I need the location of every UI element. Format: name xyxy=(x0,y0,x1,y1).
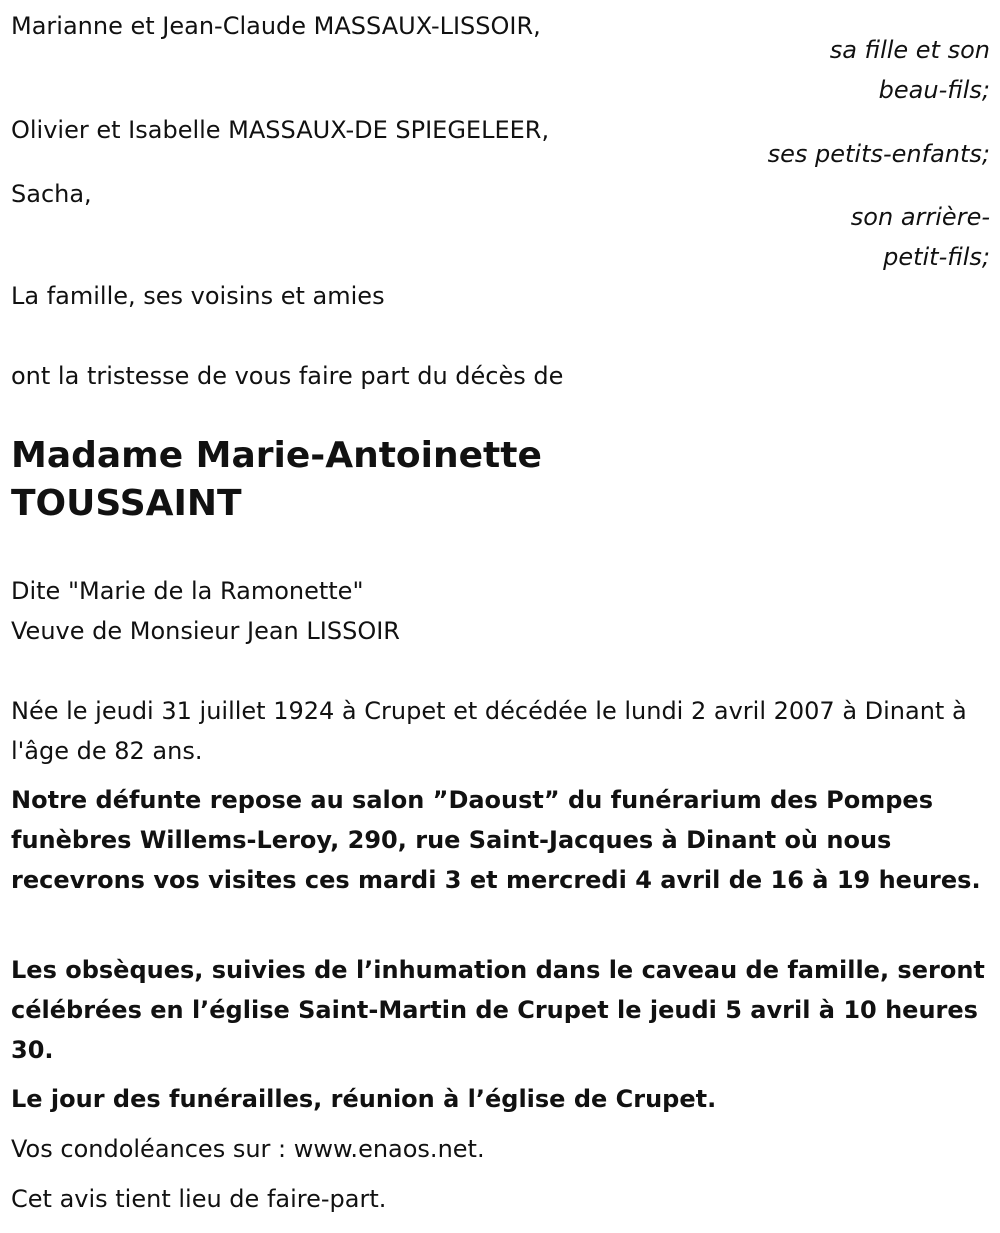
meeting-text: Le jour des funérailles, réunion à l’église de Crupet. xyxy=(11,1085,717,1113)
family-line-grandchildren: Olivier et Isabelle MASSAUX-DE SPIEGELEER, xyxy=(11,116,550,144)
family-line-daughter: Marianne et Jean-Claude MASSAUX-LISSOIR, xyxy=(11,12,541,40)
birth-death-text: Née le jeudi 31 juillet 1924 à Crupet et décédée le lundi 2 avril 2007 à Dinant à l'âge de 82 ans. xyxy=(11,697,967,765)
deceased-name-line1: Madame Marie-Antoinette xyxy=(11,435,542,476)
relation-daughter-b: beau-fils; xyxy=(878,76,990,104)
relation-great-grandson-b: petit-fils; xyxy=(883,243,990,271)
widow-of: Veuve de Monsieur Jean LISSOIR xyxy=(11,617,400,645)
announcement-text: ont la tristesse de vous faire part du décès de xyxy=(11,362,564,390)
visitation-text: Notre défunte repose au salon ”Daoust” du funérarium des Pompes funèbres Willems-Leroy, 290, rue Saint-Jacques à Dinant où nous recevrons vos visites ces mardi 3 et mercredi 4 avril de 16 à 19 heures. xyxy=(11,786,981,894)
condolences-text: Vos condoléances sur : www.enaos.net. xyxy=(11,1135,485,1163)
relation-great-grandson-a: son arrière- xyxy=(850,203,990,231)
relation-daughter-a: sa fille et son xyxy=(829,36,990,64)
funeral-text: Les obsèques, suivies de l’inhumation dans le caveau de famille, seront célébrées en l’église Saint-Martin de Crupet le jeudi 5 avril à 10 heures 30. xyxy=(11,956,985,1064)
nickname: Dite "Marie de la Ramonette" xyxy=(11,577,364,605)
family-line-great-grandson: Sacha, xyxy=(11,180,92,208)
family-line-others: La famille, ses voisins et amies xyxy=(11,282,385,310)
relation-grandchildren: ses petits-enfants; xyxy=(767,140,990,168)
deceased-name-line2: TOUSSAINT xyxy=(11,483,242,524)
notice-text: Cet avis tient lieu de faire-part. xyxy=(11,1185,387,1213)
